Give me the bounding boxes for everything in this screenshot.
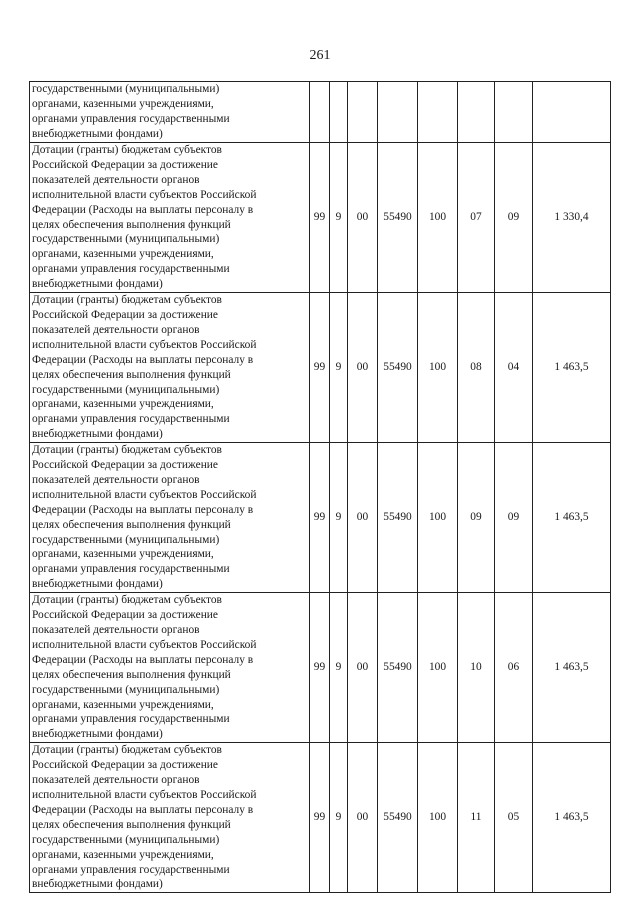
- expense-type-code: 100: [418, 743, 458, 893]
- budget-table: [29, 81, 611, 893]
- table-row: [30, 443, 611, 593]
- page-number: 261: [309, 48, 331, 63]
- table-row: [30, 743, 611, 893]
- subprogram-code: 9: [330, 443, 348, 593]
- subprogram-code: 9: [330, 743, 348, 893]
- row-description: Дотации (гранты) бюджетам субъектов Российской Федерации за достижение показателей деятельности органов исполнительной власти субъектов Российской Федерации (Расходы на выплаты персоналу в целях обеспечения выполнения функций государственными (муниципальными) органами, казенными учреждениями, органами управления государственными внебюджетными фондами): [30, 743, 310, 893]
- expense-type-code: 100: [418, 593, 458, 743]
- direction-code: 55490: [378, 443, 418, 593]
- main-event-code: 00: [348, 443, 378, 593]
- program-code: 99: [310, 293, 330, 443]
- main-event-code: 00: [348, 743, 378, 893]
- section-code: [458, 82, 495, 143]
- main-event-code: 00: [348, 293, 378, 443]
- main-event-code: [348, 82, 378, 143]
- row-description: Дотации (гранты) бюджетам субъектов Российской Федерации за достижение показателей деятельности органов исполнительной власти субъектов Российской Федерации (Расходы на выплаты персоналу в целях обеспечения выполнения функций государственными (муниципальными) органами, казенными учреждениями, органами управления государственными внебюджетными фондами): [30, 443, 310, 593]
- subsection-code: 06: [495, 593, 533, 743]
- direction-code: [378, 82, 418, 143]
- expense-type-code: 100: [418, 293, 458, 443]
- amount: 1 463,5: [533, 443, 611, 593]
- section-code: 10: [458, 593, 495, 743]
- main-event-code: 00: [348, 143, 378, 293]
- section-code: 07: [458, 143, 495, 293]
- subsection-code: 05: [495, 743, 533, 893]
- subprogram-code: 9: [330, 593, 348, 743]
- amount: 1 463,5: [533, 593, 611, 743]
- amount: 1 330,4: [533, 143, 611, 293]
- subprogram-code: 9: [330, 293, 348, 443]
- table-row: [30, 293, 611, 443]
- subsection-code: 04: [495, 293, 533, 443]
- amount: 1 463,5: [533, 743, 611, 893]
- direction-code: 55490: [378, 143, 418, 293]
- subsection-code: [495, 82, 533, 143]
- row-description: государственными (муниципальными) органами, казенными учреждениями, органами управления государственными внебюджетными фондами): [30, 82, 310, 143]
- row-description: Дотации (гранты) бюджетам субъектов Российской Федерации за достижение показателей деятельности органов исполнительной власти субъектов Российской Федерации (Расходы на выплаты персоналу в целях обеспечения выполнения функций государственными (муниципальными) органами, казенными учреждениями, органами управления государственными внебюджетными фондами): [30, 593, 310, 743]
- amount: 1 463,5: [533, 293, 611, 443]
- subprogram-code: 9: [330, 143, 348, 293]
- program-code: [310, 82, 330, 143]
- section-code: 09: [458, 443, 495, 593]
- subprogram-code: [330, 82, 348, 143]
- expense-type-code: [418, 82, 458, 143]
- row-description: Дотации (гранты) бюджетам субъектов Российской Федерации за достижение показателей деятельности органов исполнительной власти субъектов Российской Федерации (Расходы на выплаты персоналу в целях обеспечения выполнения функций государственными (муниципальными) органами, казенными учреждениями, органами управления государственными внебюджетными фондами): [30, 293, 310, 443]
- amount: [533, 82, 611, 143]
- direction-code: 55490: [378, 743, 418, 893]
- subsection-code: 09: [495, 443, 533, 593]
- program-code: 99: [310, 593, 330, 743]
- expense-type-code: 100: [418, 443, 458, 593]
- table-row: [30, 82, 611, 143]
- section-code: 08: [458, 293, 495, 443]
- subsection-code: 09: [495, 143, 533, 293]
- program-code: 99: [310, 743, 330, 893]
- direction-code: 55490: [378, 293, 418, 443]
- row-description: Дотации (гранты) бюджетам субъектов Российской Федерации за достижение показателей деятельности органов исполнительной власти субъектов Российской Федерации (Расходы на выплаты персоналу в целях обеспечения выполнения функций государственными (муниципальными) органами, казенными учреждениями, органами управления государственными внебюджетными фондами): [30, 143, 310, 293]
- main-event-code: 00: [348, 593, 378, 743]
- table-row: [30, 143, 611, 293]
- expense-type-code: 100: [418, 143, 458, 293]
- program-code: 99: [310, 143, 330, 293]
- section-code: 11: [458, 743, 495, 893]
- program-code: 99: [310, 443, 330, 593]
- table-row: [30, 593, 611, 743]
- direction-code: 55490: [378, 593, 418, 743]
